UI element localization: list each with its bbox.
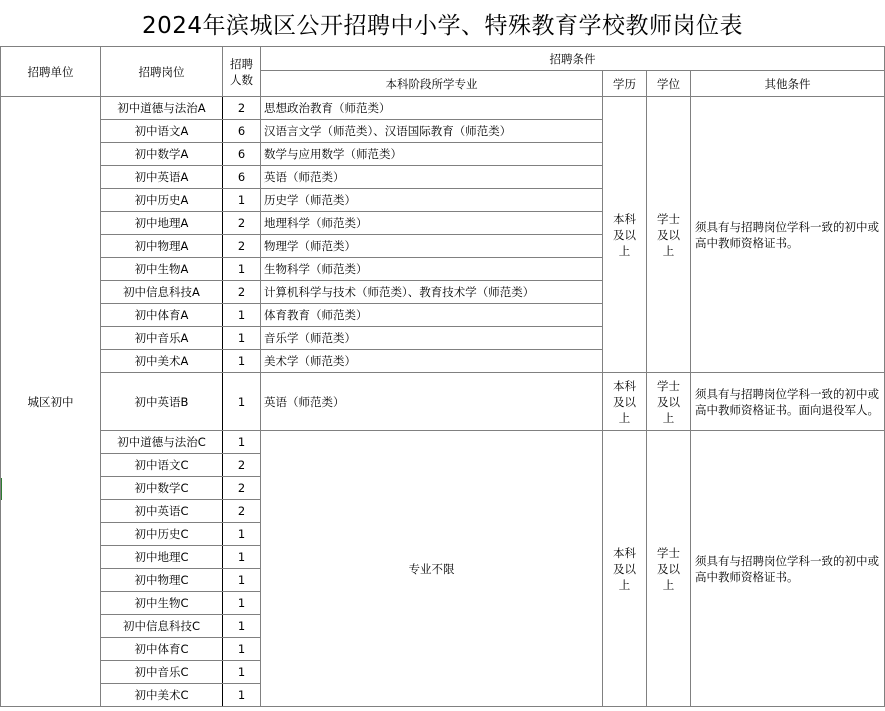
major-cell: 历史学（师范类） bbox=[261, 189, 603, 212]
header-conditions: 招聘条件 bbox=[261, 47, 885, 71]
position-cell: 初中体育A bbox=[101, 304, 223, 327]
count-cell: 1 bbox=[223, 661, 261, 684]
position-cell: 初中体育C bbox=[101, 638, 223, 661]
other-conditions-cell: 须具有与招聘岗位学科一致的初中或高中教师资格证书。面向退役军人。 bbox=[691, 373, 885, 431]
other-conditions-cell: 须具有与招聘岗位学科一致的初中或高中教师资格证书。 bbox=[691, 431, 885, 707]
major-cell: 专业不限 bbox=[261, 431, 603, 707]
header-position: 招聘岗位 bbox=[101, 47, 223, 97]
unit-cell: 城区初中 bbox=[1, 97, 101, 707]
count-cell: 2 bbox=[223, 477, 261, 500]
header-count-line1: 招聘 bbox=[230, 56, 253, 71]
count-cell: 1 bbox=[223, 304, 261, 327]
position-cell: 初中信息科技A bbox=[101, 281, 223, 304]
count-cell: 1 bbox=[223, 350, 261, 373]
count-cell: 1 bbox=[223, 684, 261, 707]
table-row bbox=[1, 373, 885, 431]
count-cell: 1 bbox=[223, 615, 261, 638]
count-cell: 1 bbox=[223, 546, 261, 569]
major-cell: 思想政治教育（师范类） bbox=[261, 97, 603, 120]
position-cell: 初中音乐A bbox=[101, 327, 223, 350]
recruitment-table bbox=[0, 46, 885, 707]
other-conditions-cell: 须具有与招聘岗位学科一致的初中或高中教师资格证书。 bbox=[691, 97, 885, 373]
header-other: 其他条件 bbox=[691, 71, 885, 97]
count-cell: 2 bbox=[223, 235, 261, 258]
count-cell: 1 bbox=[223, 189, 261, 212]
major-cell: 音乐学（师范类） bbox=[261, 327, 603, 350]
count-cell: 2 bbox=[223, 281, 261, 304]
major-cell: 计算机科学与技术（师范类）、教育技术学（师范类） bbox=[261, 281, 603, 304]
count-cell: 1 bbox=[223, 258, 261, 281]
education-cell: 本科及以上 bbox=[603, 431, 647, 707]
count-cell: 1 bbox=[223, 523, 261, 546]
position-cell: 初中数学A bbox=[101, 143, 223, 166]
count-cell: 2 bbox=[223, 97, 261, 120]
header-count bbox=[223, 47, 261, 97]
major-cell: 美术学（师范类） bbox=[261, 350, 603, 373]
count-cell: 1 bbox=[223, 327, 261, 350]
major-cell: 地理科学（师范类） bbox=[261, 212, 603, 235]
header-count-line2: 人数 bbox=[230, 72, 253, 87]
header-major: 本科阶段所学专业 bbox=[261, 71, 603, 97]
count-cell: 2 bbox=[223, 212, 261, 235]
position-cell: 初中生物A bbox=[101, 258, 223, 281]
table-row bbox=[1, 97, 885, 120]
major-cell: 英语（师范类） bbox=[261, 373, 603, 431]
education-cell: 本科及以上 bbox=[603, 97, 647, 373]
position-cell: 初中美术C bbox=[101, 684, 223, 707]
degree-cell: 学士及以上 bbox=[647, 373, 691, 431]
header-unit: 招聘单位 bbox=[1, 47, 101, 97]
count-cell: 6 bbox=[223, 143, 261, 166]
position-cell: 初中物理C bbox=[101, 569, 223, 592]
count-cell: 2 bbox=[223, 454, 261, 477]
count-cell: 1 bbox=[223, 592, 261, 615]
count-cell: 1 bbox=[223, 569, 261, 592]
major-cell: 汉语言文学（师范类）、汉语国际教育（师范类） bbox=[261, 120, 603, 143]
major-cell: 英语（师范类） bbox=[261, 166, 603, 189]
major-cell: 体育教育（师范类） bbox=[261, 304, 603, 327]
position-cell: 初中地理A bbox=[101, 212, 223, 235]
position-cell: 初中语文A bbox=[101, 120, 223, 143]
page-title: 2024年滨城区公开招聘中小学、特殊教育学校教师岗位表 bbox=[141, 12, 744, 39]
count-cell: 2 bbox=[223, 500, 261, 523]
count-cell: 6 bbox=[223, 120, 261, 143]
position-cell: 初中信息科技C bbox=[101, 615, 223, 638]
position-cell: 初中历史A bbox=[101, 189, 223, 212]
position-cell: 初中生物C bbox=[101, 592, 223, 615]
position-cell: 初中地理C bbox=[101, 546, 223, 569]
position-cell: 初中英语A bbox=[101, 166, 223, 189]
degree-cell: 学士及以上 bbox=[647, 97, 691, 373]
position-cell: 初中道德与法治A bbox=[101, 97, 223, 120]
position-cell: 初中英语B bbox=[101, 373, 223, 431]
count-cell: 1 bbox=[223, 431, 261, 454]
position-cell: 初中道德与法治C bbox=[101, 431, 223, 454]
major-cell: 数学与应用数学（师范类） bbox=[261, 143, 603, 166]
header-education: 学历 bbox=[603, 71, 647, 97]
table-row bbox=[1, 431, 885, 454]
major-cell: 生物科学（师范类） bbox=[261, 258, 603, 281]
major-cell: 物理学（师范类） bbox=[261, 235, 603, 258]
count-cell: 1 bbox=[223, 373, 261, 431]
position-cell: 初中物理A bbox=[101, 235, 223, 258]
position-cell: 初中英语C bbox=[101, 500, 223, 523]
count-cell: 6 bbox=[223, 166, 261, 189]
position-cell: 初中音乐C bbox=[101, 661, 223, 684]
count-cell: 1 bbox=[223, 638, 261, 661]
position-cell: 初中语文C bbox=[101, 454, 223, 477]
position-cell: 初中美术A bbox=[101, 350, 223, 373]
degree-cell: 学士及以上 bbox=[647, 431, 691, 707]
header-degree: 学位 bbox=[647, 71, 691, 97]
education-cell: 本科及以上 bbox=[603, 373, 647, 431]
position-cell: 初中数学C bbox=[101, 477, 223, 500]
position-cell: 初中历史C bbox=[101, 523, 223, 546]
